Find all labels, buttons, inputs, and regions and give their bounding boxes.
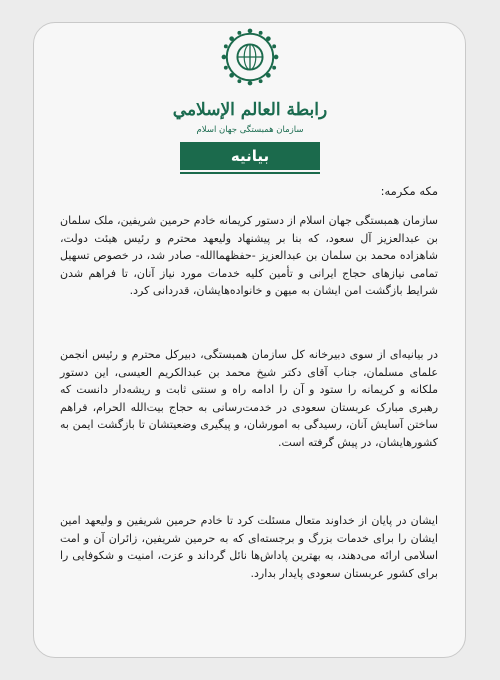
organization-name-persian: سازمان همبستگی جهان اسلام (196, 125, 304, 135)
document-type-label: بیانیه (230, 147, 270, 165)
paragraph-3: ایشان در پایان از خداوند متعال مسئلت کرد تا خادم حرمین شریفین و ولیعهد امین ایشان را برای خدمات بزرگ و برجسته‌ای که به حرمین شریفین، زائران آن و امت اسلامی ارائه می‌دهند، به بهترین پاداش‌ها نائل گرداند و عزت، امنیت و شکوفایی را برای کشور عربستان سعودی پایدار بدارد. (60, 514, 438, 580)
logo (0, 28, 500, 88)
globe-emblem-icon (221, 28, 279, 86)
banner-underline (180, 172, 320, 174)
paragraph-2: در بیانیه‌ای از سوی دبیرخانه کل سازمان همبستگی، دبیرکل محترم و رئیس انجمن علمای مسلمان، جناب آقای دکتر شیخ محمد بن عبدالکریم العیسی، این دستور ملکانه و کریمانه را ستود و آن را ادامه راه و سنتی ثابت و ریشه‌دار دانست که رهبری مبارک عربستان سعودی در خدمت‌رسانی به حجاج بیت‌الله الحرام، فراهم ساختن آسایش آنان، رسیدگی به امورشان، و پیگیری وضعیتشان تا بازگشت ایمن به کشورهایشان، در پیش گرفته است. (60, 348, 438, 449)
organization-name-arabic: رابطة العالم الإسلامي (172, 100, 328, 120)
salutation: مکه مکرمه: (380, 184, 438, 198)
document-type-banner (180, 142, 320, 170)
paragraph-1: سازمان همبستگی جهان اسلام از دستور کریمانه خادم حرمین شریفین، ملک سلمان بن عبدالعزیز آل سعود، که بنا بر پیشنهاد ولیعهد محترم و رئیس هیئت دولت، شاهزاده محمد بن سلمان بن عبدالعزیز -حفظهماالله- صادر شد، در خصوص تسهیل تمامی نیازهای حجاج ایرانی و تأمین کلیه خدمات مورد نیاز آنان، تا فراهم شدن شرایط بازگشت امن ایشان به میهن و خانواده‌هایشان، قدردانی کرد. (60, 214, 438, 297)
